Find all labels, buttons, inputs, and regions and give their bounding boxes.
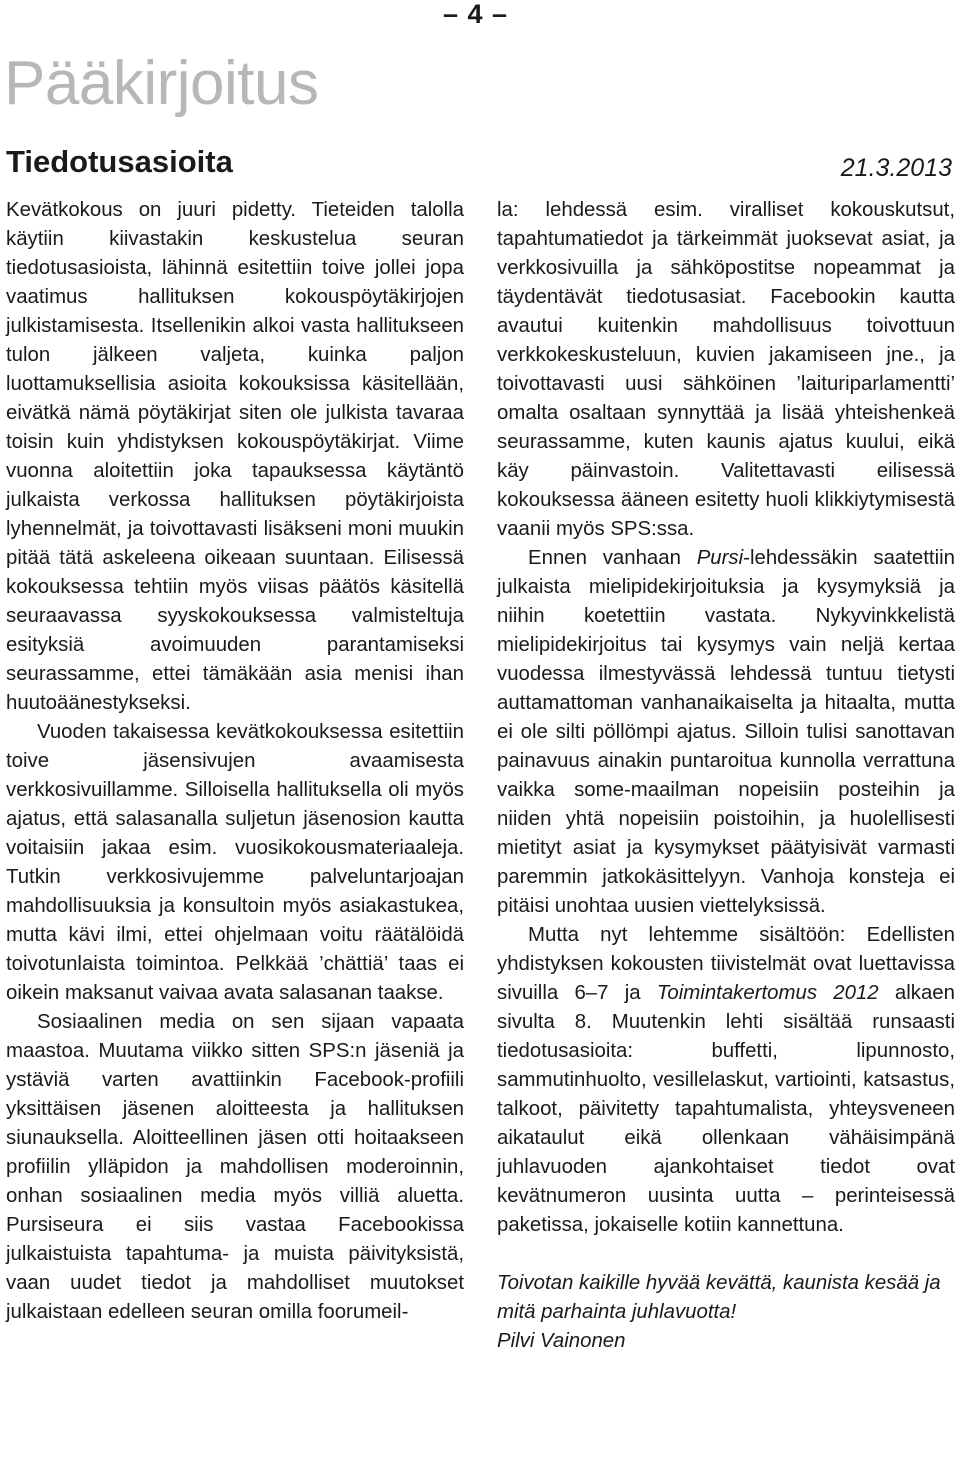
text-run: -lehdessäkin saatettiin julkaista mielipidekirjoituksia ja kysymyksiä ja niihin koetettiin vastata. Nykyvinkkelistä mielipidekirjoitus tai kysymys vain neljä kertaa vuodessa ilmestyvässä lehdessä tuntuu tietysti auttamattoman vanhanaikaiselta ja hitaalta, mutta ei ole silti pöllömpi ajatus. Silloin tulisi sanottavan painavuus ainakin puntaroitua kunnolla verrattuna vaikka some-maailman nopeisiin posteihin ja niiden yhtä nopeisiin poistoihin, ja huolellisesti mietityt asiat ja kysymykset päätyisivät varmasti paremmin jatkokäsittelyyn. Vanhoja konsteja ei pitäisi unohtaa uusien viettelyksissä. — [497, 547, 955, 917]
paragraph: Sosiaalinen media on sen sijaan vapaata maastoa. Muutama viikko sitten SPS:n jäseniä ja ystäviä varten avattiinkin Facebook-profiili yksittäisen jäsenen aloitteesta ja hallituksen siunauksella. Aloitteellinen jäsen otti hoitaakseen profiilin ylläpidon ja mahdollisen moderoinnin, onhan sosiaalinen media myös villiä aluetta. Pursiseura ei siis vastaa Facebookissa julkaistuista tapahtuma- ja muista päivityksistä, vaan uudet tiedot ja mahdolliset muutokset julkaistaan edelleen seuran omilla foorumeil- — [6, 1011, 464, 1323]
article-title: Tiedotusasioita — [6, 144, 233, 179]
section-label: Pääkirjoitus — [4, 49, 319, 118]
text-run: Ennen vanhaan — [528, 547, 697, 569]
paragraph: Vuoden takaisessa kevätkokouksessa esitettiin toive jäsensivujen avaamisesta verkkosivuillamme. Silloisella hallituksella oli myös ajatus, että salasanalla suljetun jäsenosion kautta voitaisiin jakaa esim. vuosikokousmateriaaleja. Tutkin verkkosivujemme palveluntarjoajan mahdollisuuksia ja konsultoin myös asiakastukea, mutta kävi ilmi, ettei ohjelmaan voitu räätälöidä toivotunlaista toimintoa. Pelkkää ’chättiä’ taas ei oikein maksanut vaivaa avata salasanan taakse. — [6, 721, 464, 1004]
closing-wish: Toivotan kaikille hyvää kevättä, kaunista kesää ja mitä parhainta juhlavuotta! — [497, 1272, 941, 1323]
signature: Pilvi Vainonen — [497, 1330, 626, 1352]
text-run: Mutta nyt lehtemme sisältöön: Edellisten yhdistyksen kokousten tiivistelmät ovat luettavissa sivuilla 6–7 ja — [497, 924, 955, 1004]
publication-name: Pursi — [696, 547, 744, 569]
paragraph: la: lehdessä esim. viralliset kokouskutsut, tapahtumatiedot ja tärkeimmät juoksevat asiat, ja verkkosivuilla ja sähköpostitse nopeammat ja täydentävät tiedotusasiat. Facebookin kautta avautui kuitenkin mahdollisuus toivottuun verkkokeskusteluun, kuvien jakamiseen jne., ja toivottavasti uusi sähköinen ’laituriparlamentti’ omalta osaltaan synnyttää ja lisää yhteishenkeä seurassamme, kuten kaunis ajatus kuului, eikä käy päinvastoin. Valitettavasti eilisessä kokouksessa ääneen esitetty huoli klikkiytymisestä vaanii myös SPS:ssa. — [497, 199, 955, 540]
paragraph — [497, 921, 955, 1240]
paragraph — [497, 544, 955, 921]
left-column — [6, 196, 464, 1327]
right-column — [497, 196, 955, 1356]
page-number: – 4 – — [442, 0, 508, 29]
text-run: alkaen sivulta 8. Muutenkin lehti sisältää runsaasti tiedotusasioita: buffetti, lipunnosto, sammutinhuolto, vesillelaskut, vartiointi, katsastus, talkoot, päivitetty tapahtumalista, yhteysveneen aikataulut eikä ollenkaan vähäisimpänä juhlavuoden ajankohtaiset tiedot ovat kevätnumeron uusinta uutta – perinteisessä paketissa, jokaiselle kotiin kannettuna. — [497, 982, 955, 1236]
document-title: Toimintakertomus 2012 — [656, 982, 879, 1004]
article-date: 21.3.2013 — [840, 154, 952, 182]
paragraph: Kevätkokous on juuri pidetty. Tieteiden talolla käytiin kiivastakin keskustelua seuran tiedotusasioista, lähinnä esitettiin toive jollei jopa vaatimus hallituksen kokouspöytäkirjojen julkistamisesta. Itsellenikin alkoi vasta hallitukseen tulon jälkeen valjeta, kuinka paljon luottamuksellisia asioita kokouksissa käsitellään, eivätkä nämä pöytäkirjat siten ole julkista tavaraa toisin kuin yhdistyksen kokouspöytäkirjat. Viime vuonna aloitettiin joka tapauksessa käytäntö julkaista verkossa hallituksen pöytäkirjoista lyhennelmät, ja toivottavasti lisäkseni moni muukin pitää tätä askeleena oikeaan suuntaan. Eilisessä kokouksessa tehtiin myös viisas päätös käsitellä seuraavassa syyskokouksessa valmisteltuja esityksiä avoimuuden parantamiseksi seurassamme, ettei tämäkään asia menisi ihan huutoäänestykseksi. — [6, 199, 464, 714]
